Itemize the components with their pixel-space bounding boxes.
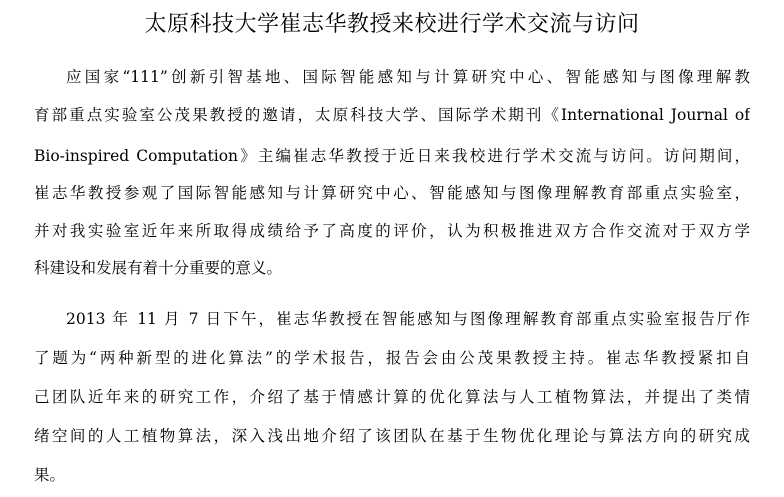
- paragraph-2-line-5: 果。: [34, 466, 66, 484]
- paragraph-1-line-6: 科建设和发展有着十分重要的意义。: [34, 259, 283, 277]
- article-title: 太原科技大学崔志华教授来校进行学术交流与访问: [144, 12, 640, 37]
- paragraph-1-line-1: 应国家“111”创新引智基地、国际智能感知与计算研究中心、智能感知与图像理解教: [66, 68, 750, 86]
- paragraph-1-line-4: 崔志华教授参观了国际智能感知与计算研究中心、智能感知与图像理解教育部重点实验室，: [34, 184, 750, 202]
- paragraph-2-line-4: 绪空间的人工植物算法，深入浅出地介绍了该团队在基于生物优化理论与算法方向的研究成: [34, 427, 750, 445]
- paragraph-1-line-2: 育部重点实验室公茂果教授的邀请，太原科技大学、国际学术期刊《International Journal of: [34, 106, 750, 124]
- paragraph-2-line-2: 了题为“两种新型的进化算法”的学术报告，报告会由公茂果教授主持。崔志华教授紧扣自: [34, 349, 750, 367]
- paragraph-2-line-3: 己团队近年来的研究工作，介绍了基于情感计算的优化算法与人工植物算法，并提出了类情: [34, 388, 750, 406]
- paragraph-1-line-5: 并对我实验室近年来所取得成绩给予了高度的评价，认为积极推进双方合作交流对于双方学: [34, 222, 750, 240]
- paragraph-1-line-3: Bio-inspired Computation》主编崔志华教授于近日来我校进行学术交流与访问。访问期间，: [34, 147, 750, 165]
- paragraph-2-line-1: 2013 年 11 月 7 日下午，崔志华教授在智能感知与图像理解教育部重点实验室报告厅作: [66, 310, 750, 328]
